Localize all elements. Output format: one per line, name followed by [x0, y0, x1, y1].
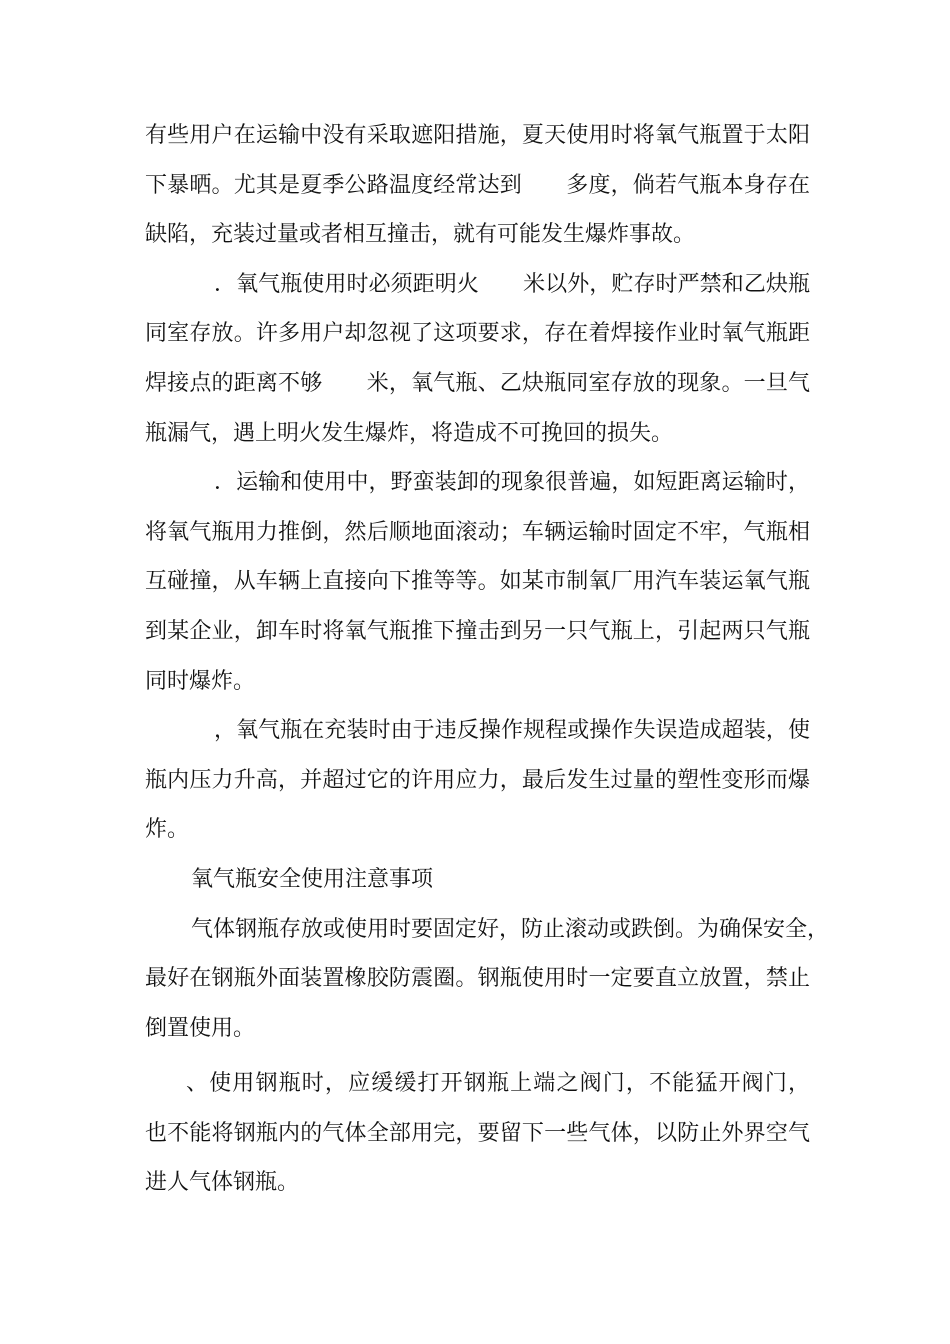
paragraph-valve-operation — [145, 1059, 810, 1208]
text-line: 同室存放。许多用户却忽视了这项要求，存在着焊接作业时氧气瓶距 — [145, 321, 810, 347]
text-line: 下暴晒。尤其是夏季公路温度经常达到 多度，倘若气瓶本身存在 — [145, 172, 810, 198]
text-line: 焊接点的距离不够 米，氧气瓶、乙炔瓶同室存放的现象。一旦气 — [145, 370, 810, 396]
heading-safety-notes: 氧气瓶安全使用注意事项 — [191, 866, 434, 892]
text-line: ．运输和使用中，野蛮装卸的现象很普遍，如短距离运输时， — [214, 470, 810, 496]
text-line: 最好在钢瓶外面装置橡胶防震圈。钢瓶使用时一定要直立放置，禁止 — [145, 966, 810, 992]
text-line: ，氧气瓶在充装时由于违反操作规程或操作失误造成超装，使 — [214, 718, 810, 744]
text-line: 气体钢瓶存放或使用时要固定好，防止滚动或跌倒。为确保安全， — [191, 916, 830, 942]
text-line: 有些用户在运输中没有采取遮阳措施，夏天使用时将氧气瓶置于太阳 — [145, 123, 810, 148]
text-line: 也不能将钢瓶内的气体全部用完，要留下一些气体，以防止外界空气 — [145, 1120, 810, 1146]
paragraph-fixing-cylinders — [145, 905, 830, 1054]
text-line: 、使用钢瓶时，应缓缓打开钢瓶上端之阀门，不能猛开阀门， — [186, 1071, 810, 1097]
text-line: 同时爆炸。 — [145, 668, 256, 694]
text-line: ．氧气瓶使用时必须距明火 米以外，贮存时严禁和乙炔瓶 — [214, 271, 810, 297]
text-line: 炸。 — [145, 817, 190, 843]
paragraph-sunlight-exposure — [145, 111, 810, 260]
text-line: 到某企业，卸车时将氧气瓶推下撞击到另一只气瓶上，引起两只气瓶 — [145, 618, 810, 644]
section-heading — [145, 855, 810, 905]
document-body — [145, 111, 830, 1208]
text-line: 瓶漏气，遇上明火发生爆炸，将造成不可挽回的损失。 — [145, 420, 674, 446]
paragraph-open-flame-distance — [145, 260, 810, 458]
text-line: 互碰撞，从车辆上直接向下推等等。如某市制氧厂用汽车装运氧气瓶 — [145, 569, 810, 595]
text-line: 将氧气瓶用力推倒，然后顺地面滚动；车辆运输时固定不牢，气瓶相 — [145, 519, 810, 545]
paragraph-overfilling — [145, 706, 810, 855]
text-line: 倒置使用。 — [145, 1015, 256, 1041]
text-line: 进人气体钢瓶。 — [145, 1170, 300, 1196]
text-line: 缺陷，充装过量或者相互撞击，就有可能发生爆炸事故。 — [145, 222, 696, 248]
paragraph-rough-handling — [145, 458, 810, 706]
text-line: 瓶内压力升高，并超过它的许用应力，最后发生过量的塑性变形而爆 — [145, 767, 810, 793]
